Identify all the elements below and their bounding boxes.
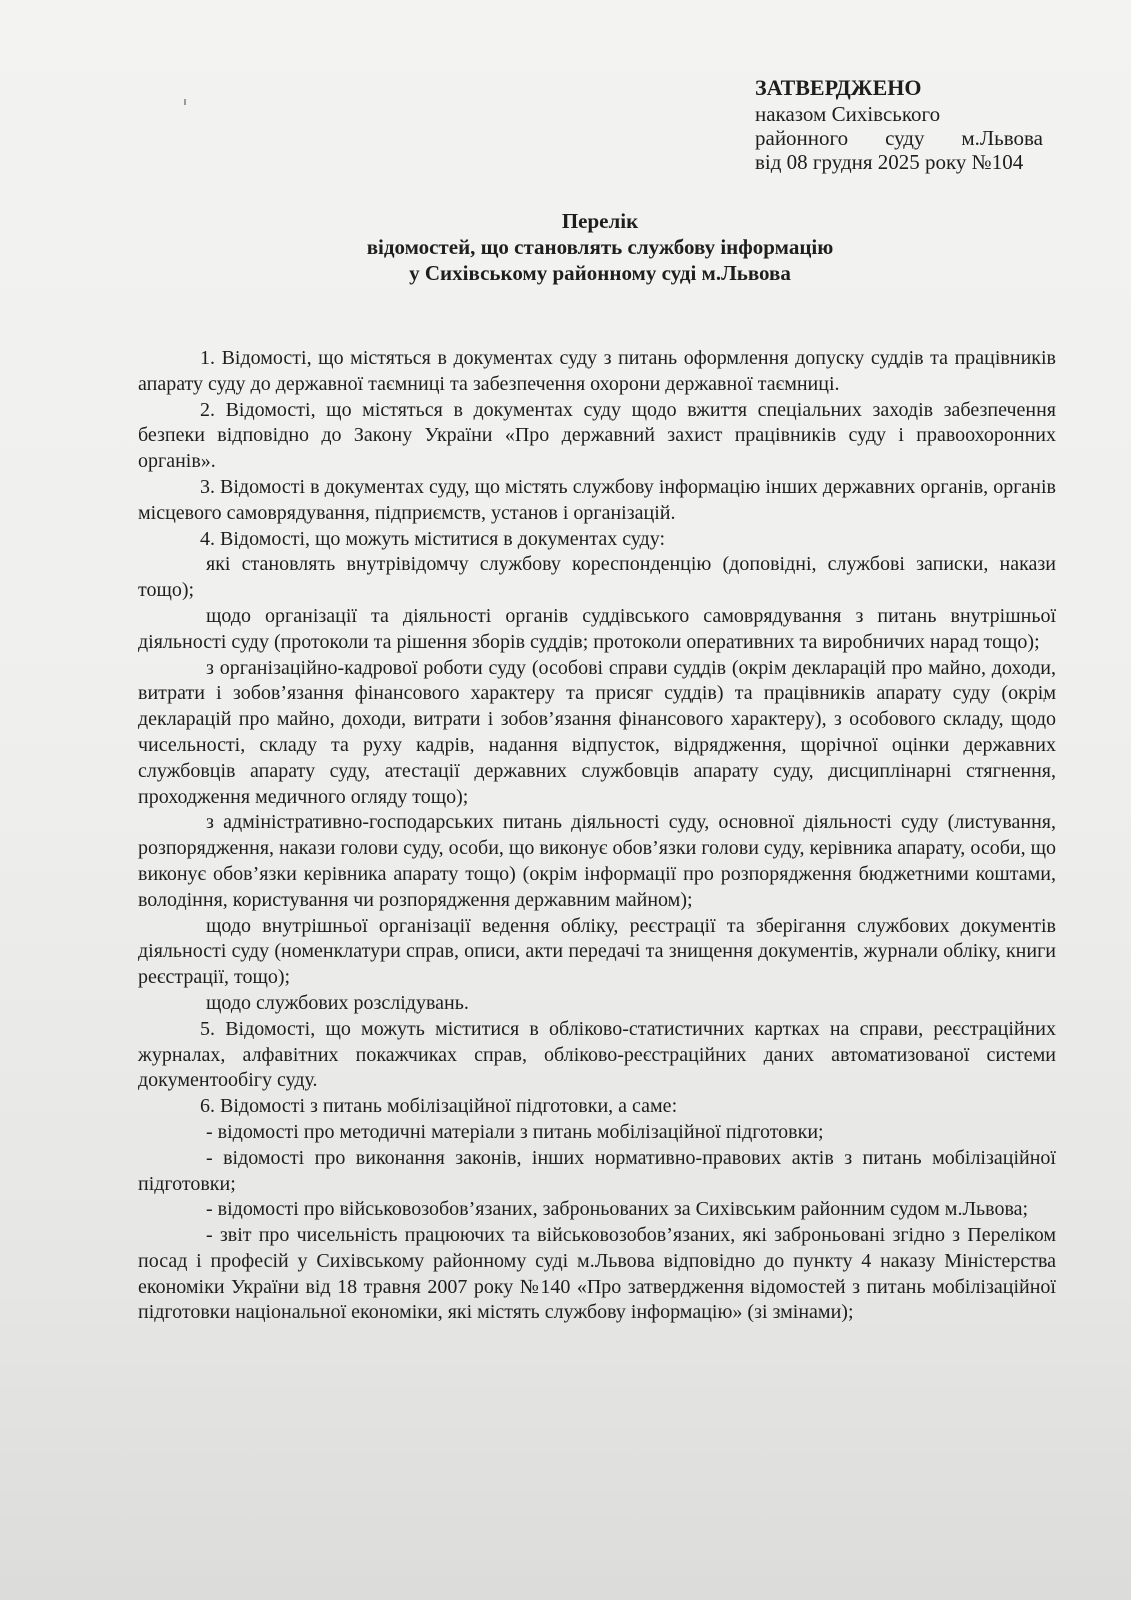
- approval-line: [755, 126, 1043, 150]
- document-title: [140, 208, 1060, 286]
- approval-word: районного: [755, 126, 849, 150]
- paragraph-subitem: щодо організації та діяльності органів суддівського самоврядування з питань внутрішньої діяльності суду (протоколи та рішення зборів суддів; протоколи оперативних та виробничих нарад тощо);: [138, 604, 1056, 653]
- paragraph-bullet: - відомості про методичні матеріали з питань мобілізаційної підготовки;: [206, 1120, 824, 1143]
- paragraph-item-1: 1. Відомості, що містяться в документах суду з питань оформлення допуску суддів та працівників апарату суду до державної таємниці та забезпечення охорони державної таємниці.: [138, 347, 1056, 395]
- paragraph-item-2: 2. Відомості, що містяться в документах суду щодо вжиття спеціальних заходів забезпечення безпеки відповідно до Закону України «Про державний захист працівників суду і правоохоронних органів».: [138, 398, 1056, 473]
- scan-mark: [184, 99, 186, 105]
- approval-date-line: від 08 грудня 2025 року №104: [755, 150, 1024, 174]
- paragraph-item-6: 6. Відомості з питань мобілізаційної підготовки, а саме:: [200, 1095, 678, 1118]
- approval-line: наказом Сихівського: [755, 102, 941, 126]
- paragraph-subitem: з організаційно-кадрової роботи суду (особові справи суддів (окрім декларацій про майно, доходи, витрати і зобов’язання фінансового характеру та присяг суддів) та працівників апарату суду (окрім декларацій про майно, доходи, витрати і зобов’язання фінансового характеру), з особового складу, щодо чисельності, складу та руху кадрів, надання відпусток, відрядження, щорічної оцінки державних службовців апарату суду, атестації державних службовців апарату суду, дисциплінарні стягнення, проходження медичного огляду тощо);: [138, 656, 1056, 808]
- title-line: Перелік: [561, 209, 639, 233]
- paragraph-item-4: 4. Відомості, що можуть міститися в документах суду:: [200, 527, 666, 550]
- paragraph-item-3: 3. Відомості в документах суду, що містять службову інформацію інших державних органів, органів місцевого самоврядування, підприємств, установ і організацій.: [138, 475, 1056, 524]
- paragraph-subitem: які становлять внутрівідомчу службову кореспонденцію (доповідні, службові записки, накази тощо);: [138, 553, 1056, 602]
- paragraph-bullet: - відомості про військовозобов’язаних, заброньованих за Сихівським районним судом м.Львова;: [206, 1198, 1029, 1221]
- paragraph-bullet: - звіт про чисельність працюючих та військовозобов’язаних, які заброньовані згідно з Переліком посад і професій у Сихівському районному суді м.Львова відповідно до пункту 4 наказу Міністерства економіки України від 18 травня 2007 року №140 «Про затвердження відомостей з питань мобілізаційної підготовки національної економіки, які містять службову інформацію» (зі змінами);: [138, 1224, 1056, 1324]
- paragraph-item-5: 5. Відомості, що можуть міститися в обліково-статистичних картках на справи, реєстраційних журналах, алфавітних покажчиках справ, обліково-реєстраційних даних автоматизованої системи документообігу суду.: [138, 1017, 1056, 1092]
- paragraph-subitem: щодо службових розслідувань.: [206, 991, 469, 1014]
- document-body: [138, 346, 1056, 1326]
- approval-word: м.Львова: [961, 126, 1043, 150]
- paragraph-subitem: з адміністративно-господарських питань діяльності суду, основної діяльності суду (листування, розпорядження, накази голови суду, особи, що виконує обов’язки голови суду, керівника апарату, особи, що виконує обов’язки керівника апарату тощо) (окрім інформації про розпорядження бюджетними коштами, володіння, користування чи розпорядження державним майном);: [138, 811, 1056, 911]
- paragraph-subitem: щодо внутрішньої організації ведення обліку, реєстрації та зберігання службових документів діяльності суду (номенклатури справ, описи, акти передачі та знищення документів, журнали обліку, книги реєстрації, тощо);: [138, 914, 1056, 989]
- approval-word: суду: [885, 126, 925, 150]
- paragraph-bullet: - відомості про виконання законів, інших нормативно-правових актів з питань мобілізаційної підготовки;: [138, 1146, 1056, 1195]
- title-line: відомостей, що становлять службову інформацію: [366, 235, 834, 259]
- title-line: у Сихівському районному суді м.Львова: [409, 261, 791, 285]
- approval-stamp-block: [755, 76, 1055, 174]
- approval-heading: ЗАТВЕРДЖЕНО: [755, 75, 922, 100]
